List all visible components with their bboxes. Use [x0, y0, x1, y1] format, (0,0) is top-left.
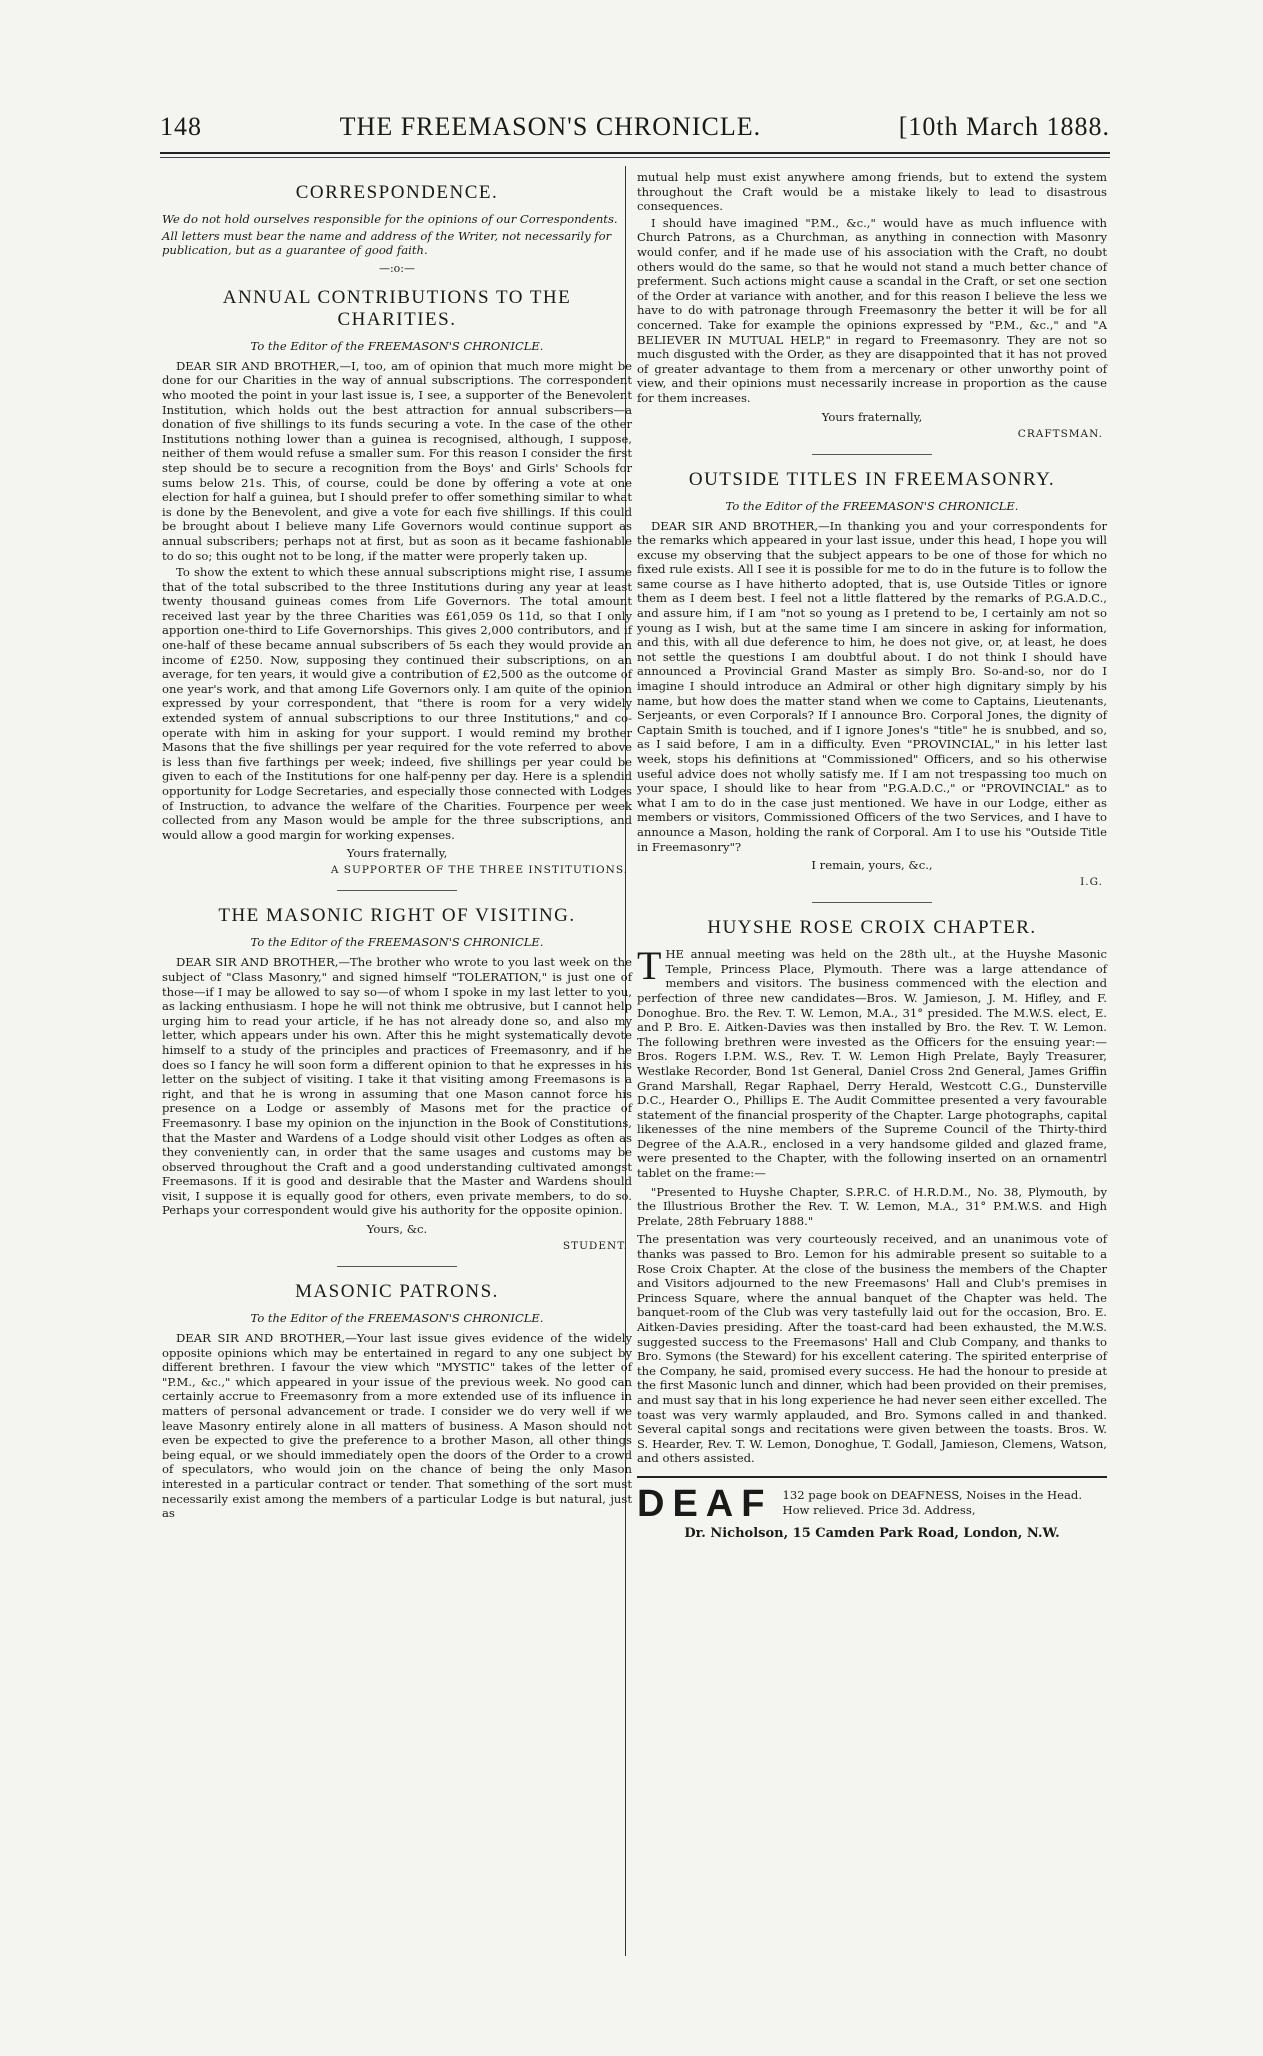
letter-paragraph: I should have imagined "P.M., &c.," would have as much influence with Church Patrons, as a Churchman, as anything in connection with Masonry would confer, and if he made use of his association with the Craft, no doubt others would do the same, so that he would not stand a much better chance of preferment. Such actions might cause a scandal in the Craft, or set one section of the Order at variance with another, and for this reason I believe the less we have to do with patronage through Freemasonry the better it will be for all concerned. Take for example the opinions expressed by "P.M., &c.," and "A BELIEVER IN MUTUAL HELP," in regard to Freemasonry. They are not so much disgusted with the Order, as they are disappointed that it has not proved of greater advantage to them from a mercenary or other unworthy point of view, and their opinions must necessarily increase in proportion as the cause for them increases. — [637, 215, 1107, 405]
report-paragraph — [637, 943, 1107, 1181]
page-number: 148 — [160, 112, 202, 141]
letter-paragraph: DEAR SIR AND BROTHER,—The brother who wrote to you last week on the subject of "Class Masonry," and signed himself "TOLERATION," is just one of those—if I may be allowed to say so—of whom I spoke in my last letter to you, as lacking enthusiasm. I hope he will not think me obtrusive, but I cannot help urging him to read your article, if he has not already done so, and also my letter, which appears under his own. After this he might systematically devote himself to a study of the principles and practices of Freemasonry, and if he does so I fancy he will soon form a different opinion to that he expresses in his letter on the subject of visiting. I take it that visiting among Freemasons is a right, and that he is wrong in assuming that one Mason cannot force his presence on a Lodge or assembly of Masons met for the practice of Freemasonry. I base my opinion on the injunction in the Book of Constitutions, that the Master and Wardens of a Lodge should visit other Lodges as often as they conveniently can, in order that the same usages and customs may be observed throughout the Craft and a good understanding cultivated amongst Freemasons. If it is good and desirable that the Master and Wardens should visit, I suppose it is equally good for others, even private members, to do so. Perhaps your correspondent would give his authority for the opposite opinion. — [162, 955, 632, 1218]
report-paragraph: The presentation was very courteously received, and an unanimous vote of thanks was passed to Bro. Lemon for his admirable present so suitable to a Rose Croix Chapter. At the close of the business the members of the Chapter and Visitors adjourned to the new Freemasons' Hall and Club's premises in Princess Square, where the annual banquet of the Chapter was held. The banquet-room of the Club was very tastefully laid out for the occasion, Bro. E. Aitken-Davies presiding. After the toast-card had been exhausted, the M.W.S. suggested success to the Freemasons' Hall and Club Company, and thanks to Bro. Symons (the Steward) for his excellent catering. The spirited enterprise of the Company, he said, promised every success. He had the honour to preside at the first Masonic lunch and dinner, which had been provided on their premises, and must say that in his long experience he had never seen either excelled. The toast was very warmly applauded, and Bro. Symons called in and thanked. Several capital songs and recitations were given between the toasts. Bros. W. S. Hearder, Rev. T. W. Lemon, Donoghue, T. Godall, Jamieson, Clemens, Watson, and others assisted. — [637, 1232, 1107, 1466]
editor-address: To the Editor of the FREEMASON'S CHRONICLE. — [725, 498, 1019, 513]
letter-signoff: Yours, &c. — [366, 1222, 428, 1237]
masthead-title: THE FREEMASON'S CHRONICLE. — [339, 112, 762, 141]
letter-signoff: Yours fraternally, — [821, 409, 923, 424]
section-rule — [812, 902, 932, 903]
ad-headline: DEAF — [637, 1482, 773, 1525]
letter-paragraph: mutual help must exist anywhere among friends, but to extend the system throughout the Craft would be a mistake likely to lead to disastrous consequences. — [637, 170, 1107, 214]
editor-address: To the Editor of the FREEMASON'S CHRONICLE. — [250, 1311, 544, 1326]
masonic-patrons-heading: MASONIC PATRONS. — [295, 1281, 499, 1303]
editor-address: To the Editor of the FREEMASON'S CHRONICLE. — [250, 338, 544, 353]
ad-address: Dr. Nicholson, 15 Camden Park Road, London, N.W. — [684, 1525, 1060, 1541]
letter-signature: A SUPPORTER OF THE THREE INSTITUTIONS. — [330, 864, 628, 877]
letter-signoff: Yours fraternally, — [346, 846, 448, 861]
letter-paragraph: DEAR SIR AND BROTHER,—In thanking you and your correspondents for the remarks which appeared in your last issue, under this head, I hope you will excuse my observing that the subject appears to be one of those for which no fixed rule exists. All I see it is possible for me to do in the future is to follow the same course as I have hitherto adopted, that is, use Outside Titles or ignore them as I deem best. I feel not a little flattered by the remarks of P.G.A.D.C., and assure him, if I am "not so young as I pretend to be, I certainly am not so young as I wish, but at the same time I am sincere in asking for information, and this, with all due deference to him, he does not give, or, at least, he does not settle the questions I am doubtful about. I do not think I should have announced a Provincial Grand Master as simply Bro. So-and-so, nor do I imagine I should introduce an Admiral or other high dignitary simply by his name, but how does the matter stand when we come to Captains, Lieutenants, Serjeants, or even Corporals? If I announce Bro. Corporal Jones, the dignity of Captain Smith is touched, and if I ignore Jones's "title" he is snubbed, and so, as I said before, I am in a difficulty. Even "PROVINCIAL," in his letter last week, stops his definitions at "Commissioned" Officers, and so his otherwise useful advice does not wholly satisfy me. If I am not trespassing too much on your space, I should like to hear from "P.G.A.D.C.," or "PROVINCIAL" as to what I am to do in the case just mentioned. We have in our Lodge, either as members or visitors, Commissioned Officers of the two Services, and I have to announce a Mason, holding the rank of Corporal. Am I to use his "Outside Title in Freemasonry"? — [637, 518, 1107, 854]
report-text: HE annual meeting was held on the 28th ult., at the Huyshe Masonic Temple, Princess Place, Plymouth. There was a large attendance of members and visitors. The business commenced with the election and perfection of three new candidates—Bros. W. Jamieson, J. M. Hifley, and F. Donoghue. Bro. the Rev. T. W. Lemon, M.A., 31° presided. The M.W.S. elect, E. and P. Bro. E. Aitken-Davies was then installed by Bro. the Rev. T. W. Lemon. The following brethren were invested as the Officers for the ensuing year:—Bros. Rogers I.P.M. W.S., Rev. T. W. Lemon High Prelate, Bayly Treasurer, Westlake Recorder, Bond 1st General, Daniel Cross 2nd General, James Griffin Grand Marshall, Regar Raphael, Derry Herald, Westcott C.G., Dunsterville D.C., Hearder O., Phillips E. The Audit Committee presented a very favourable statement of the financial prosperity of the Chapter. Large photographs, capital likenesses of the nine members of the Supreme Council of the Thirty-third Degree of the A.A.R., enclosed in a very handsome gilded and glazed frame, were presented to the Chapter, with the following inserted on an ornamentrl tablet on the frame:— — [637, 947, 1107, 1181]
drop-cap: T — [637, 943, 662, 989]
deafness-advertisement — [637, 1476, 1107, 1541]
annual-contributions-heading: ANNUAL CONTRIBUTIONS TO THE CHARITIES. — [222, 286, 572, 330]
section-rule — [337, 1266, 457, 1267]
correspondence-heading: CORRESPONDENCE. — [295, 182, 499, 203]
disclaimer-note: We do not hold ourselves responsible for the opinions of our Correspondents. — [162, 212, 618, 226]
page-header — [160, 112, 1110, 152]
right-column — [637, 170, 1107, 1541]
left-column — [162, 170, 632, 1523]
section-rule — [337, 890, 457, 891]
letters-note: All letters must bear the name and address of the Writer, not necessarily for publication, but as a guarantee of good faith. — [162, 228, 612, 258]
outside-titles-heading: OUTSIDE TITLES IN FREEMASONRY. — [688, 468, 1056, 490]
issue-date: [10th March 1888. — [898, 112, 1110, 141]
letter-signature: CRAFTSMAN. — [1017, 427, 1103, 440]
tablet-inscription: "Presented to Huyshe Chapter, S.P.R.C. of H.R.D.M., No. 38, Plymouth, by the Illustrious Brother the Rev. T. W. Lemon, M.A., 31° P.M.W.S. and High Prelate, 28th February 1888." — [637, 1184, 1107, 1228]
section-rule — [812, 454, 932, 455]
visiting-heading: THE MASONIC RIGHT OF VISITING. — [218, 905, 576, 927]
letter-paragraph: DEAR SIR AND BROTHER,—Your last issue gives evidence of the widely opposite opinions which may be entertained in regard to any one subject by different brethren. I favour the view which "MYSTIC" takes of the letter of "P.M., &c.," which appeared in your issue of the previous week. No good can certainly accrue to Freemasonry from a more extended use of its influence in matters of personal advancement or trade. I consider we do very well if we leave Masonry entirely alone in all matters of business. A Mason should not even be expected to give the preference to a brother Mason, all other things being equal, or we should immediately open the doors of the Order to a crowd of speculators, who would join on the chance of being the only Mason interested in a particular contract or tender. That something of the sort must necessarily exist among the members of a particular Lodge is but natural, just as — [162, 1331, 632, 1521]
letter-paragraph: DEAR SIR AND BROTHER,—I, too, am of opinion that much more might be done for our Charities in the way of annual subscriptions. The correspondent who mooted the point in your last issue is, I see, a supporter of the Benevolent Institution, which holds out the best attraction for annual subscribers—a donation of five shillings to its funds securing a vote. In the case of the other Institutions nothing lower than a guinea is recognised, although, I suppose, neither of them would refuse a smaller sum. For this reason I consider the first step should be to secure a recognition from the Boys' and Girls' Schools for sums below 21s. This, of course, could be done by offering a vote at one election for half a guinea, but I should prefer to offer something similar to what is done by the Benevolent, and give a vote for each five shillings. If this could be brought about I believe many Life Governors would continue support as annual subscribers; perhaps not at first, but as soon as it became fashionable to do so; this ought not to be long, if the matter were properly taken up. — [162, 358, 632, 563]
letter-signature: STUDENT. — [562, 1240, 628, 1253]
separator: —:o:— — [378, 261, 416, 275]
editor-address: To the Editor of the FREEMASON'S CHRONICLE. — [250, 935, 544, 950]
letter-paragraph: To show the extent to which these annual subscriptions might rise, I assume that of the total subscribed to the three Institutions during any year at least twenty thousand guineas comes from Life Governors. The total amount received last year by the three Charities was £61,059 0s 11d, so that I only apportion one-third to Life Governorships. This gives 2,000 contributors, and if one-half of these became annual subscribers of 5s each they would provide an income of £250. Now, supposing they continued their subscriptions, on an average, for ten years, it would give a contribution of £2,500 as the outcome of one year's work, and that among Life Governors only. I am quite of the opinion expressed by your correspondent, that "there is room for a very widely extended system of annual subscriptions to our three Institutions," and co-operate with him in asking for your support. I would remind my brother Masons that the five shillings per year required for the vote referred to above is less than five farthings per week; indeed, five shillings per year could be given to each of the Institutions for one half-penny per day. Here is a splendid opportunity for Lodge Secretaries, and especially those connected with Lodges of Instruction, to advance the welfare of the Charities. Fourpence per week collected from any Mason would be ample for the three subscriptions, and would allow a good margin for working expenses. — [162, 565, 632, 842]
letter-signoff: I remain, yours, &c., — [811, 858, 933, 873]
ad-text: 132 page book on DEAFNESS, Noises in the Head. How relieved. Price 3d. Address, — [782, 1487, 1083, 1517]
header-rule-thin — [160, 157, 1110, 158]
header-rule — [160, 152, 1110, 154]
huyshe-heading: HUYSHE ROSE CROIX CHAPTER. — [707, 917, 1037, 939]
letter-signature: I.G. — [1080, 876, 1103, 889]
